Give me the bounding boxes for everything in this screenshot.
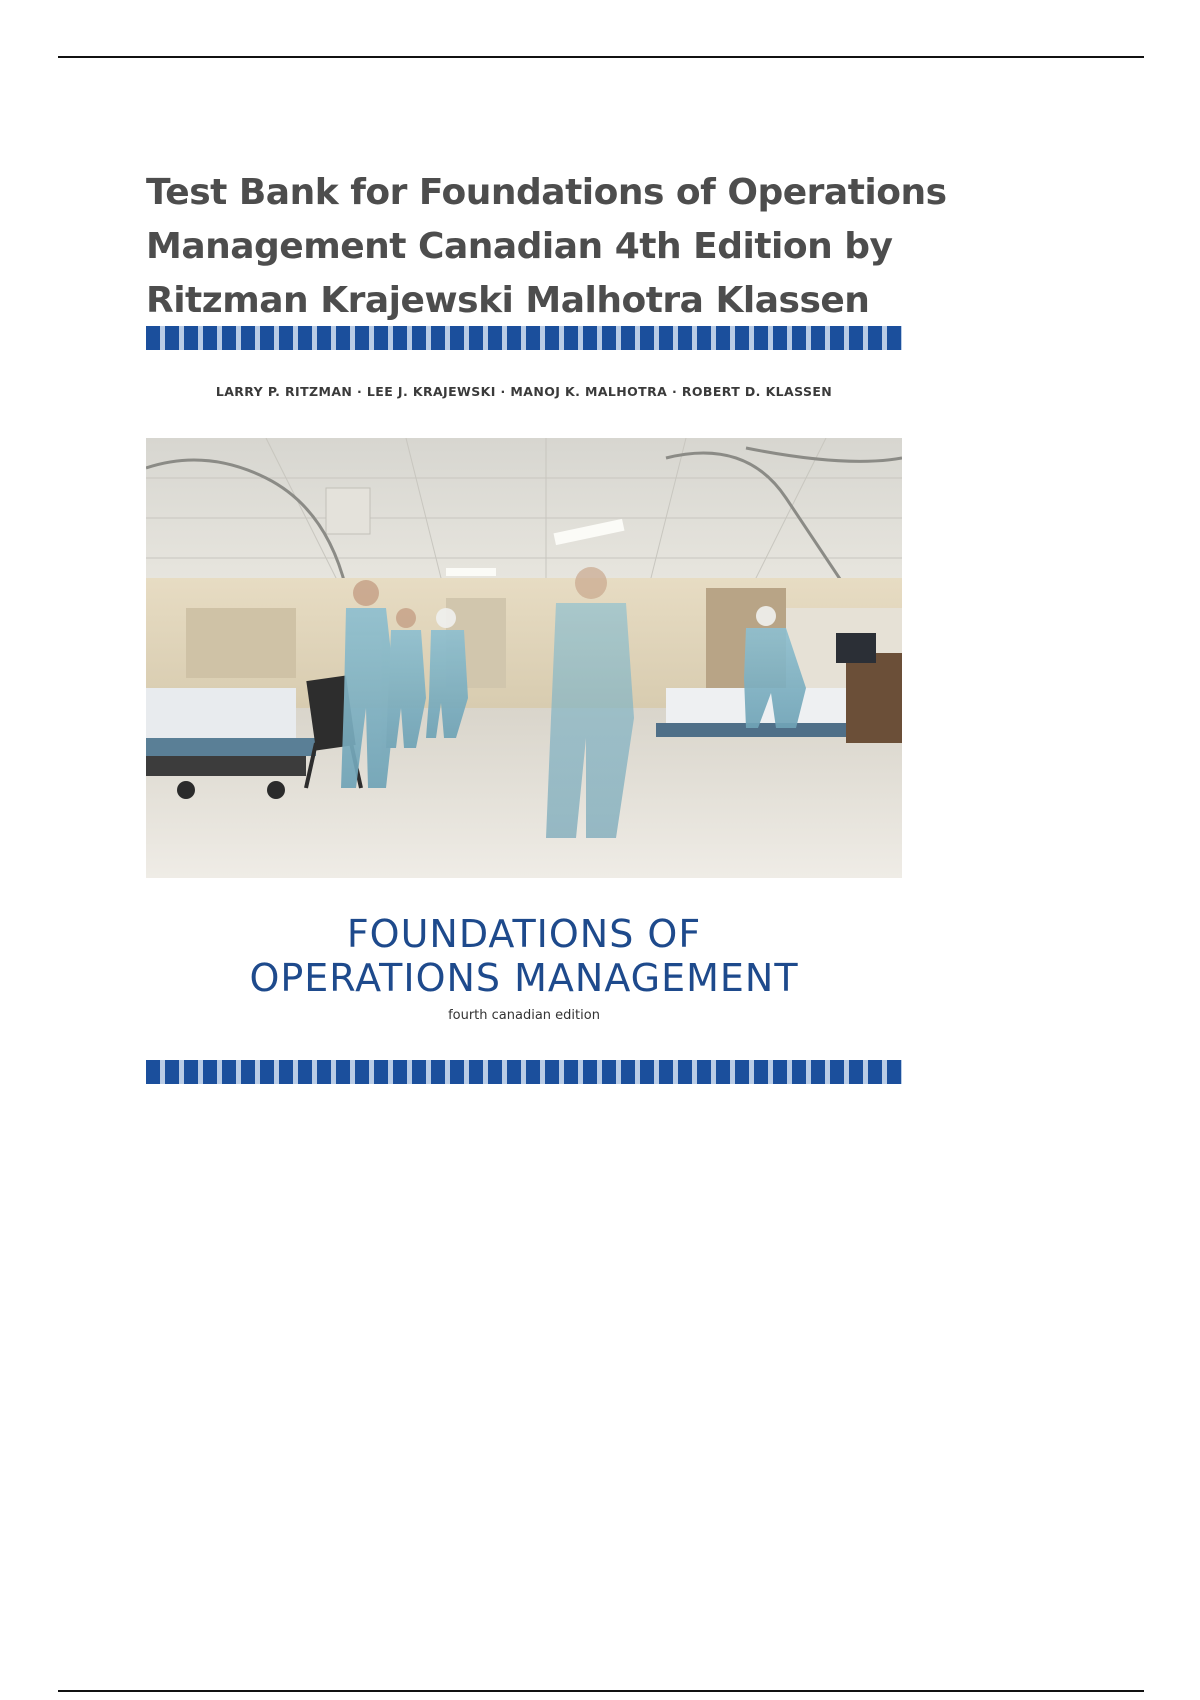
cover-bottom-stripe (146, 1060, 902, 1084)
book-cover (146, 326, 902, 1084)
cover-authors: LARRY P. RITZMAN · LEE J. KRAJEWSKI · MANOJ K. MALHOTRA · ROBERT D. KLASSEN (215, 384, 833, 399)
document-title: Test Bank for Foundations of Operations Management Canadian 4th Edition by Ritzman Krajewski Malhotra Klassen (146, 172, 947, 321)
cover-title-line-2: OPERATIONS MANAGEMENT (249, 956, 799, 1000)
hospital-ward-photo (146, 438, 902, 878)
bottom-rule (58, 1690, 1144, 1692)
cover-book-title (146, 912, 902, 1000)
top-rule (58, 56, 1144, 58)
cover-top-stripe (146, 326, 902, 350)
cover-title-line-1: FOUNDATIONS OF (346, 912, 702, 956)
cover-edition: fourth canadian edition (448, 1008, 600, 1023)
